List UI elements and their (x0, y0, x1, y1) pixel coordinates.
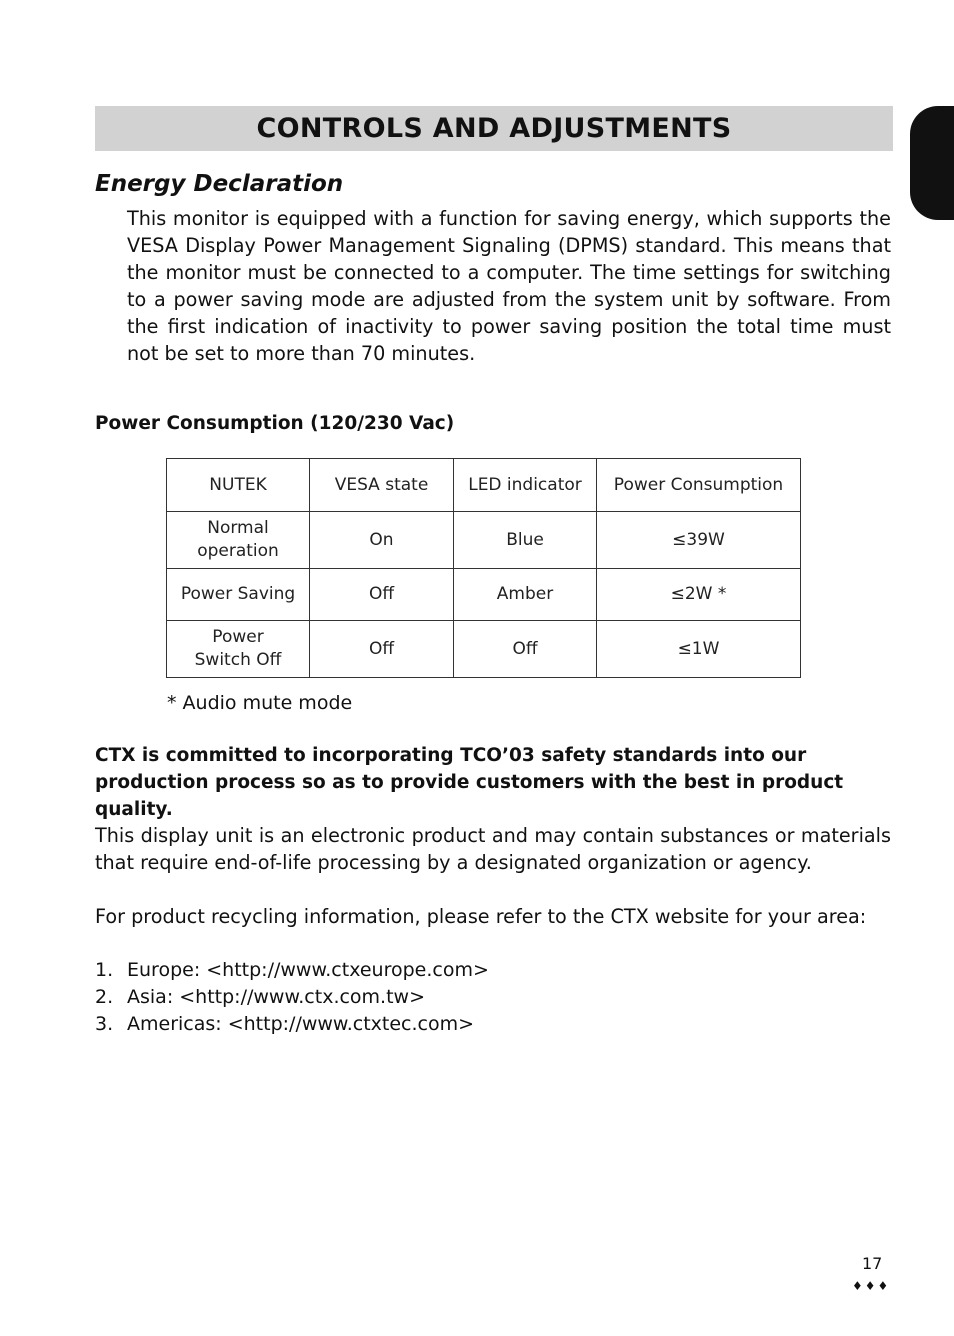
table-header-cell: Power Consumption (597, 459, 801, 512)
table-footnote: * Audio mute mode (167, 692, 353, 714)
diamond-ornament-icon: ♦♦♦ (852, 1279, 891, 1293)
table-cell: On (310, 512, 454, 569)
disposal-text: This display unit is an electronic product and may contain substances or materials that require end-of-life processing by a designated organization or agency. (95, 824, 891, 874)
table-cell: ≤39W (597, 512, 801, 569)
list-item (95, 1011, 489, 1038)
table-row (167, 512, 801, 569)
list-number: 2. (95, 986, 114, 1008)
table-row (167, 569, 801, 621)
page-title: CONTROLS AND ADJUSTMENTS (256, 113, 732, 144)
table-header-cell: NUTEK (167, 459, 310, 512)
table-header-cell: LED indicator (454, 459, 597, 512)
europe-site-link[interactable]: Europe: <http://www.ctxeurope.com> (127, 959, 489, 981)
list-number: 1. (95, 959, 114, 981)
table-cell: Off (310, 621, 454, 678)
energy-declaration-text: This monitor is equipped with a function for saving energy, which supports the VESA Display Power Management Signaling (DPMS) standard. This means that the monitor must be connected to a computer. The time settings for switching to a power saving mode are adjusted from the system unit by software. From the first indication of inactivity to power saving position the total time must not be set to more than 70 minutes. (127, 207, 891, 365)
table-header-row (167, 459, 801, 512)
recycling-intro: For product recycling information, please refer to the CTX website for your area: (95, 905, 867, 928)
table-header-cell: VESA state (310, 459, 454, 512)
americas-site-link[interactable]: Americas: <http://www.ctxtec.com> (127, 1013, 475, 1035)
table-cell: Off (454, 621, 597, 678)
power-consumption-heading: Power Consumption (120/230 Vac) (95, 413, 455, 434)
list-item (95, 957, 489, 984)
table-cell: Amber (454, 569, 597, 621)
energy-declaration-heading: Energy Declaration (95, 171, 344, 197)
table-cell: Power Switch Off (167, 621, 310, 678)
table-row (167, 621, 801, 678)
language-tab-marker (910, 106, 954, 220)
list-number: 3. (95, 1013, 114, 1035)
table-cell: Off (310, 569, 454, 621)
tco-commitment-text: CTX is committed to incorporating TCO’03 safety standards into our production process so as to provide customers with the best in product quality. (95, 745, 844, 820)
power-consumption-table (166, 458, 801, 678)
asia-site-link[interactable]: Asia: <http://www.ctx.com.tw> (127, 986, 426, 1008)
table-cell: Normal operation (167, 512, 310, 569)
table-cell: ≤1W (597, 621, 801, 678)
recycling-site-list (95, 957, 489, 1038)
table-cell: Blue (454, 512, 597, 569)
table-cell: ≤2W * (597, 569, 801, 621)
title-bar (95, 106, 893, 151)
list-item (95, 984, 489, 1011)
table-cell: Power Saving (167, 569, 310, 621)
page-number: 17 (862, 1254, 883, 1273)
